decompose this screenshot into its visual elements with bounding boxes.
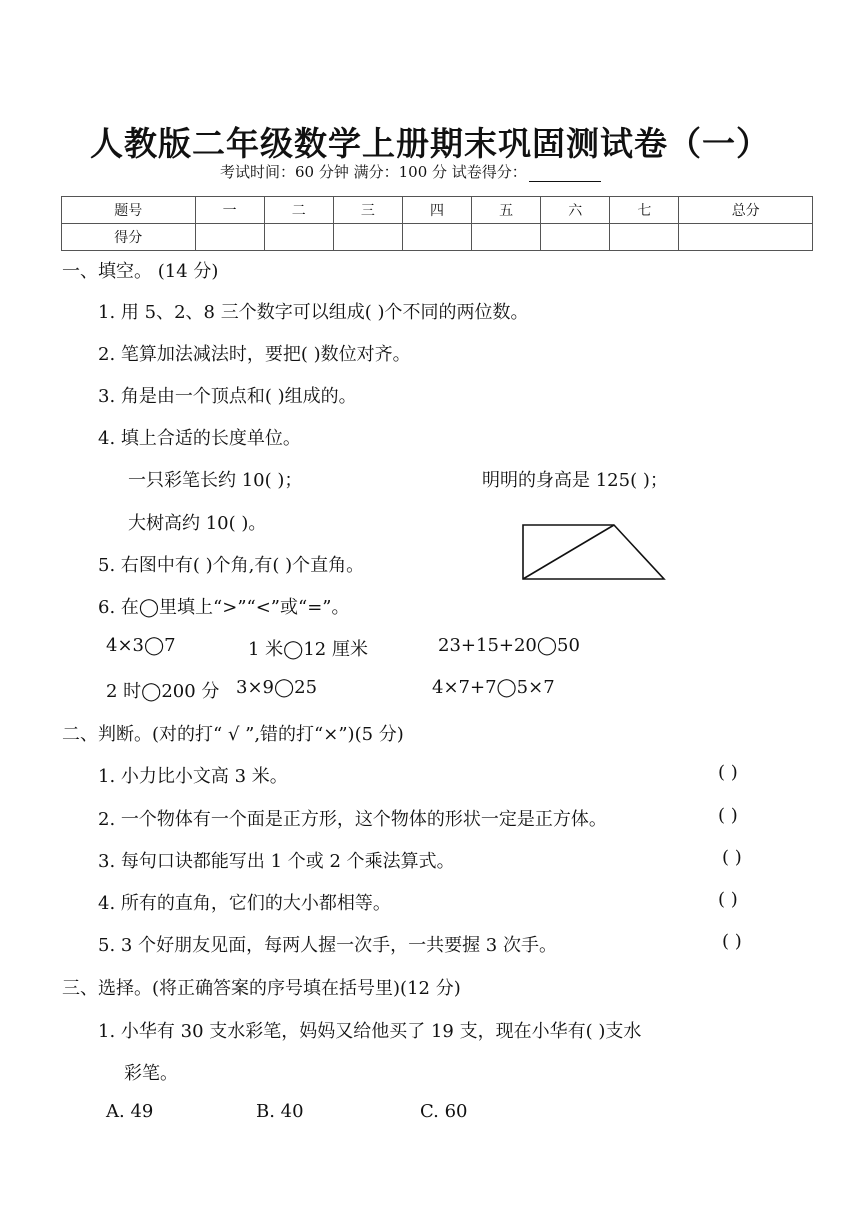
fill-question-4a: 一只彩笔长约 10( )； xyxy=(128,470,303,491)
fill-question-4: 4. 填上合适的长度单位。 xyxy=(98,428,301,449)
choice-question-1: 1. 小华有 30 支水彩笔，妈妈又给他买了 19 支，现在小华有( )支水 xyxy=(98,1021,642,1042)
compare-item: 4×3◯7 xyxy=(106,635,176,656)
score-header-cell: 一 xyxy=(195,197,264,224)
score-cell[interactable] xyxy=(472,224,541,251)
score-row-label: 得分 xyxy=(62,224,196,251)
score-table-score-row xyxy=(62,224,813,251)
section-1-heading: 一、填空。 (14 分) xyxy=(62,261,219,282)
score-blank[interactable] xyxy=(529,167,601,182)
judge-bracket[interactable]: ( ) xyxy=(722,847,742,868)
judge-bracket[interactable]: ( ) xyxy=(722,931,742,952)
score-cell[interactable] xyxy=(541,224,610,251)
compare-item: 4×7+7◯5×7 xyxy=(432,677,555,698)
fill-question-4b: 明明的身高是 125( )； xyxy=(482,470,668,491)
fill-question-1: 1. 用 5、2、8 三个数字可以组成( )个不同的两位数。 xyxy=(98,302,529,323)
fill-question-2: 2. 笔算加法减法时，要把( )数位对齐。 xyxy=(98,344,411,365)
score-cell[interactable] xyxy=(679,224,813,251)
score-header-cell: 四 xyxy=(402,197,471,224)
score-header-cell: 三 xyxy=(333,197,402,224)
score-header-cell: 五 xyxy=(472,197,541,224)
score-cell[interactable] xyxy=(195,224,264,251)
score-header-cell: 总分 xyxy=(679,197,813,224)
judge-item: 5. 3 个好朋友见面，每两人握一次手，一共要握 3 次手。 xyxy=(98,935,557,956)
trapezoid-diagonal xyxy=(523,525,614,579)
score-header-cell: 六 xyxy=(541,197,610,224)
exam-info xyxy=(220,161,601,182)
exam-info-text: 考试时间：60 分钟 满分：100 分 试卷得分： xyxy=(220,163,527,181)
score-table xyxy=(61,196,813,251)
judge-item: 3. 每句口诀都能写出 1 个或 2 个乘法算式。 xyxy=(98,851,455,872)
score-cell[interactable] xyxy=(610,224,679,251)
compare-item: 2 时◯200 分 xyxy=(106,681,220,702)
judge-item: 2. 一个物体有一个面是正方形，这个物体的形状一定是正方体。 xyxy=(98,809,607,830)
judge-bracket[interactable]: ( ) xyxy=(718,889,738,910)
fill-question-5: 5. 右图中有( )个角,有( )个直角。 xyxy=(98,555,365,576)
compare-item: 23+15+20◯50 xyxy=(438,635,580,656)
choice-question-1-cont: 彩笔。 xyxy=(124,1063,178,1084)
trapezoid-outline xyxy=(523,525,664,579)
judge-bracket[interactable]: ( ) xyxy=(718,762,738,783)
section-3-heading: 三、选择。(将正确答案的序号填在括号里)(12 分) xyxy=(62,978,461,999)
trapezoid-figure xyxy=(518,520,668,584)
score-header-cell: 二 xyxy=(264,197,333,224)
score-cell[interactable] xyxy=(402,224,471,251)
score-header-cell: 题号 xyxy=(62,197,196,224)
score-cell[interactable] xyxy=(264,224,333,251)
fill-question-4c: 大树高约 10( )。 xyxy=(128,513,267,534)
judge-item: 1. 小力比小文高 3 米。 xyxy=(98,766,288,787)
fill-question-3: 3. 角是由一个顶点和( )组成的。 xyxy=(98,386,357,407)
compare-item: 1 米◯12 厘米 xyxy=(248,639,368,660)
fill-question-6: 6. 在◯里填上“>”“<”或“=”。 xyxy=(98,597,350,618)
section-2-heading: 二、判断。(对的打“ √ ”,错的打“×”)(5 分) xyxy=(62,724,404,745)
judge-bracket[interactable]: ( ) xyxy=(718,805,738,826)
choice-option-a[interactable]: A. 49 xyxy=(106,1101,154,1122)
choice-option-b[interactable]: B. 40 xyxy=(256,1101,304,1122)
choice-option-c[interactable]: C. 60 xyxy=(420,1101,468,1122)
score-table-header-row xyxy=(62,197,813,224)
page-title: 人教版二年级数学上册期末巩固测试卷（一） xyxy=(90,124,770,163)
compare-item: 3×9◯25 xyxy=(236,677,318,698)
judge-item: 4. 所有的直角，它们的大小都相等。 xyxy=(98,893,391,914)
score-header-cell: 七 xyxy=(610,197,679,224)
score-cell[interactable] xyxy=(333,224,402,251)
